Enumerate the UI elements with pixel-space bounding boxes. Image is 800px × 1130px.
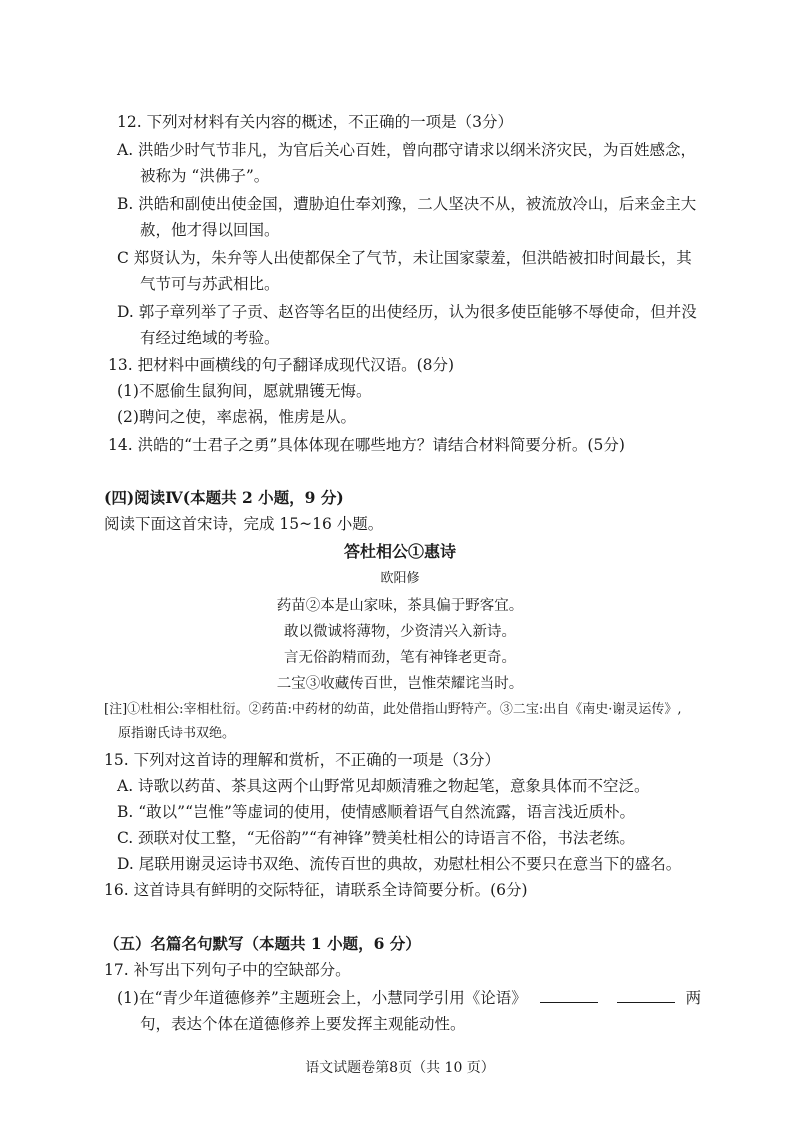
- q15-option-b: B. “敢以”“岂惟”等虚词的使用，使情感顺着语气自然流露，语言浅近质朴。: [117, 803, 635, 821]
- answer-blank-1[interactable]: [540, 988, 598, 1003]
- q15-option-d: D. 尾联用谢灵运诗书双绝、流传百世的典故，劝慰杜相公不要只在意当下的盛名。: [117, 855, 682, 873]
- q12-stem: 12. 下列对材料有关内容的概述，不正确的一项是（3分）: [117, 113, 513, 131]
- q13-stem: 13. 把材料中画横线的句子翻译成现代汉语。(8分): [108, 356, 455, 374]
- q12-option-c-line2: 气节可与苏武相比。: [140, 275, 280, 293]
- q14-stem: 14. 洪皓的“士君子之勇”具体体现在哪些地方？请结合材料简要分析。(5分): [108, 436, 625, 454]
- q17-part1-line2: 句，表达个体在道德修养上要发挥主观能动性。: [140, 1015, 466, 1033]
- q15-option-c: C. 颈联对仗工整，“无俗韵”“有神锋”赞美杜相公的诗语言不俗，书法老练。: [117, 829, 635, 847]
- q12-option-a-line1: A. 洪皓少时气节非凡，为官后关心百姓，曾向郡守请求以纲米济灾民，为百姓感念，: [117, 141, 697, 159]
- q12-option-b-line2: 赦，他才得以回国。: [140, 221, 280, 239]
- page-footer: 语文试题卷第8页（共 10 页）: [305, 1060, 495, 1076]
- q12-option-d-line1: D. 郭子章列举了子贡、赵咨等名臣的出使经历，认为很多使臣能够不辱使命，但并没: [117, 303, 697, 321]
- q17-part1-suffix: 两: [685, 989, 702, 1007]
- answer-blank-2[interactable]: [617, 988, 675, 1003]
- poem-title: 答杜相公①惠诗: [343, 542, 456, 561]
- poem-line-3: 言无俗韵精而劲，笔有神锋老更奇。: [284, 650, 516, 666]
- q17-part1-line1: [117, 988, 701, 1008]
- poem-author: 欧阳修: [380, 571, 420, 586]
- q12-option-a-line2: 被称为 “洪佛子”。: [140, 167, 270, 185]
- poem-note-line1: [注]①杜相公:宰相杜衍。②药苗:中药材的幼苗，此处借指山野特产。③二宝:出自《南史·谢灵运传》,: [104, 702, 682, 717]
- section-4-intro: 阅读下面这首宋诗，完成 15~16 小题。: [104, 515, 384, 533]
- q12-option-c-line1: C 郑贤认为，朱弁等人出使都保全了气节，未让国家蒙羞，但洪皓被扣时间最长，其: [117, 249, 692, 267]
- q12-option-d-line2: 有经过绝域的考验。: [140, 329, 280, 347]
- q17-stem: 17. 补写出下列句子中的空缺部分。: [104, 961, 351, 979]
- poem-line-2: 敢以微诚将薄物，少资清兴入新诗。: [284, 624, 516, 640]
- q13-sentence-1: (1)不愿偷生鼠狗间，愿就鼎镬无悔。: [117, 382, 372, 400]
- q12-option-b-line1: B. 洪皓和副使出使金国，遭胁迫仕奉刘豫，二人坚决不从，被流放冷山，后来金主大: [117, 195, 697, 213]
- q15-option-a: A. 诗歌以药苗、茶具这两个山野常见却颇清雅之物起笔，意象具体而不空泛。: [117, 777, 650, 795]
- q15-stem: 15. 下列对这首诗的理解和赏析，不正确的一项是（3分）: [104, 751, 500, 769]
- section-4-heading: (四)阅读Ⅳ(本题共 2 小题，9 分): [104, 488, 344, 507]
- poem-line-1: 药苗②本是山家味，茶具偏于野客宜。: [276, 598, 524, 614]
- q17-part1-text: (1)在“青少年道德修养”主题班会上，小慧同学引用《论语》: [117, 989, 527, 1007]
- poem-note-line2: 原指谢氏诗书双绝。: [118, 726, 236, 741]
- q13-sentence-2: (2)聘问之使，率虑祸，惟虏是从。: [117, 408, 356, 426]
- q16-stem: 16. 这首诗具有鲜明的交际特征，请联系全诗简要分析。(6分): [104, 881, 528, 899]
- poem-line-4: 二宝③收藏传百世，岂惟荣耀诧当时。: [276, 676, 524, 692]
- section-5-heading: （五）名篇名句默写（本题共 1 小题，6 分）: [104, 934, 421, 953]
